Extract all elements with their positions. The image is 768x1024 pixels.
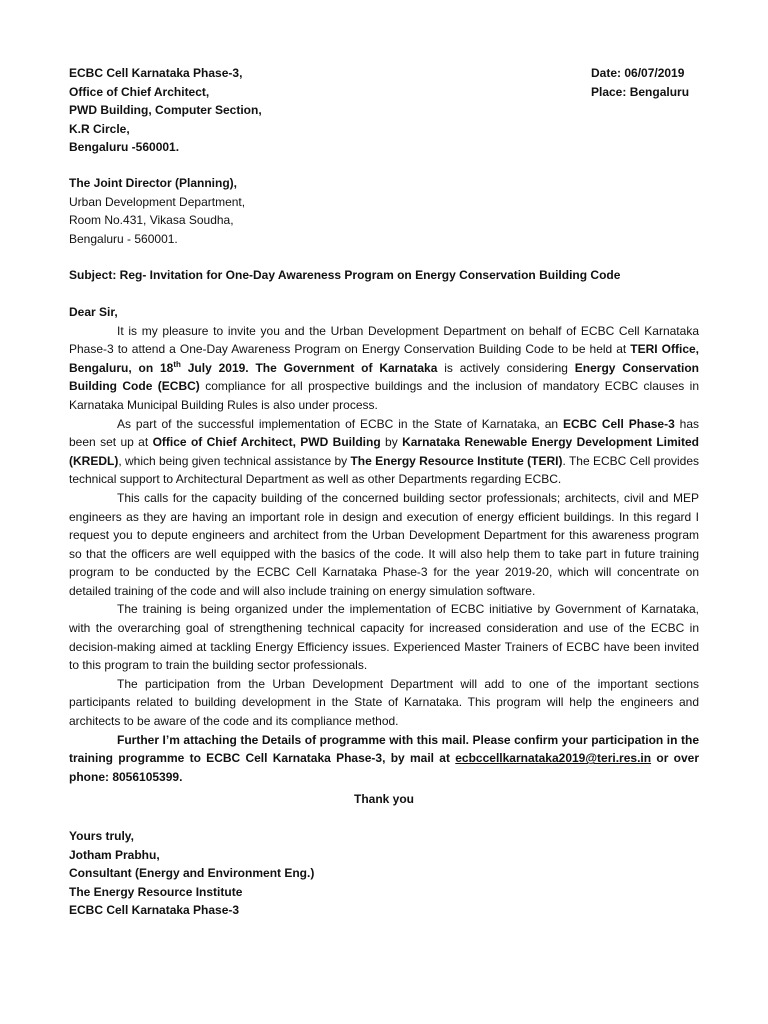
body-paragraph-3: This calls for the capacity building of the concerned building sector professionals; architects, civil and MEP engineers as they are having an important role in design and execution of energy efficient buildings. In this regard I request you to depute engineers and architect from the Urban Development Department for this awareness program so that the officers are well equipped with the basics of the code. It will also help them to take part in future training program to be conducted by the ECBC Cell Karnataka Phase-3 for the year 2019-20, which will concentrate on detailed training of the code and will also include training on energy simulation software.	[69, 490, 699, 598]
text-run: th	[173, 359, 181, 369]
sender-line: PWD Building, Computer Section,	[69, 103, 262, 118]
body-paragraph-1	[69, 322, 699, 415]
signature-line: ECBC Cell Karnataka Phase-3	[69, 903, 240, 918]
text-run: has been set up at	[69, 416, 699, 450]
letter-greeting: Dear Sir,	[69, 304, 118, 319]
email-link[interactable]: ecbccellkarnataka2019@teri.res.in	[455, 751, 652, 766]
thank-you: Thank you	[353, 792, 414, 807]
text-run: . The ECBC Cell provides technical support to Architectural Department as well as other Departments regarding ECBC.	[69, 453, 700, 487]
text-run: compliance for all prospective buildings and the inclusion of mandatory ECBC clauses in Karnataka Municipal Building Rules is also under process.	[69, 379, 699, 412]
signature-line: The Energy Resource Institute	[69, 884, 243, 899]
recipient-address	[69, 174, 699, 248]
text-run: July 2019. The Government of Karnataka	[180, 360, 438, 375]
signature-line: Yours truly,	[69, 829, 134, 843]
letter-subject: Subject: Reg- Invitation for One-Day Awareness Program on Energy Conservation Building Code	[69, 268, 621, 283]
signature-block	[69, 827, 699, 920]
letter-place: Place: Bengaluru	[591, 84, 690, 99]
body-paragraph-5: The participation from the Urban Development Department will add to one of the important sections participants related to building development in the State of Karnataka. This program will help the engineers and architects to be aware of the code and its compliance method.	[69, 676, 699, 729]
sender-line: Office of Chief Architect,	[69, 84, 210, 99]
sender-address	[69, 64, 262, 157]
recipient-line: Urban Development Department,	[69, 194, 246, 209]
text-run: As part of the successful implementation of ECBC in the State of Karnataka, an	[117, 416, 563, 431]
text-run: TERI Office, Bengaluru, on 18	[69, 342, 700, 375]
text-run: is actively considering	[437, 360, 575, 375]
text-run: The Energy Resource Institute (TERI)	[350, 453, 563, 468]
text-run: Office of Chief Architect, PWD Building	[152, 435, 381, 450]
signature-line: Consultant (Energy and Environment Eng.)	[69, 866, 315, 881]
sender-line: ECBC Cell Karnataka Phase-3,	[69, 66, 243, 80]
text-run: or over phone: 8056105399.	[69, 751, 699, 784]
text-run: Further I’m attaching the Details of programme with this mail. Please confirm your participation in the training programme to ECBC Cell Karnataka Phase-3, by mail at	[69, 732, 699, 766]
date-place	[591, 64, 689, 101]
sender-line: K.R Circle,	[69, 121, 130, 136]
recipient-line: Bengaluru - 560001.	[69, 231, 178, 246]
text-run: by	[380, 435, 403, 450]
text-run: Karnataka Renewable Energy Development Limited (KREDL)	[69, 435, 699, 468]
letter-page	[69, 64, 699, 920]
text-run: It is my pleasure to invite you and the Urban Development Department on behalf of ECBC Cell Karnataka Phase-3 to attend a One-Day Awareness Program on Energy Conservation Building Code to be held at	[69, 323, 699, 357]
body-paragraph-2	[69, 415, 699, 489]
body-paragraph-4: The training is being organized under the implementation of ECBC initiative by Government of Karnataka, with the overarching goal of strengthening technical capacity for increased consideration and use of the ECBC in decision-making aimed at tackling Energy Efficiency issues. Experienced Master Trainers of ECBC have been invited to this program to train the building sector professionals.	[69, 602, 699, 673]
text-run: Energy Conservation Building Code (ECBC)	[69, 360, 699, 394]
body-paragraph-6	[69, 731, 699, 787]
sender-line: Bengaluru -560001.	[69, 140, 180, 155]
recipient-line: The Joint Director (Planning),	[69, 176, 238, 190]
text-run: , which being given technical assistance by	[118, 453, 351, 468]
signature-line: Jotham Prabhu,	[69, 847, 160, 862]
text-run: ECBC Cell Phase-3	[562, 416, 675, 431]
recipient-line: Room No.431, Vikasa Soudha,	[69, 213, 234, 228]
letter-date: Date: 06/07/2019	[591, 66, 685, 80]
letter-header	[69, 64, 699, 158]
